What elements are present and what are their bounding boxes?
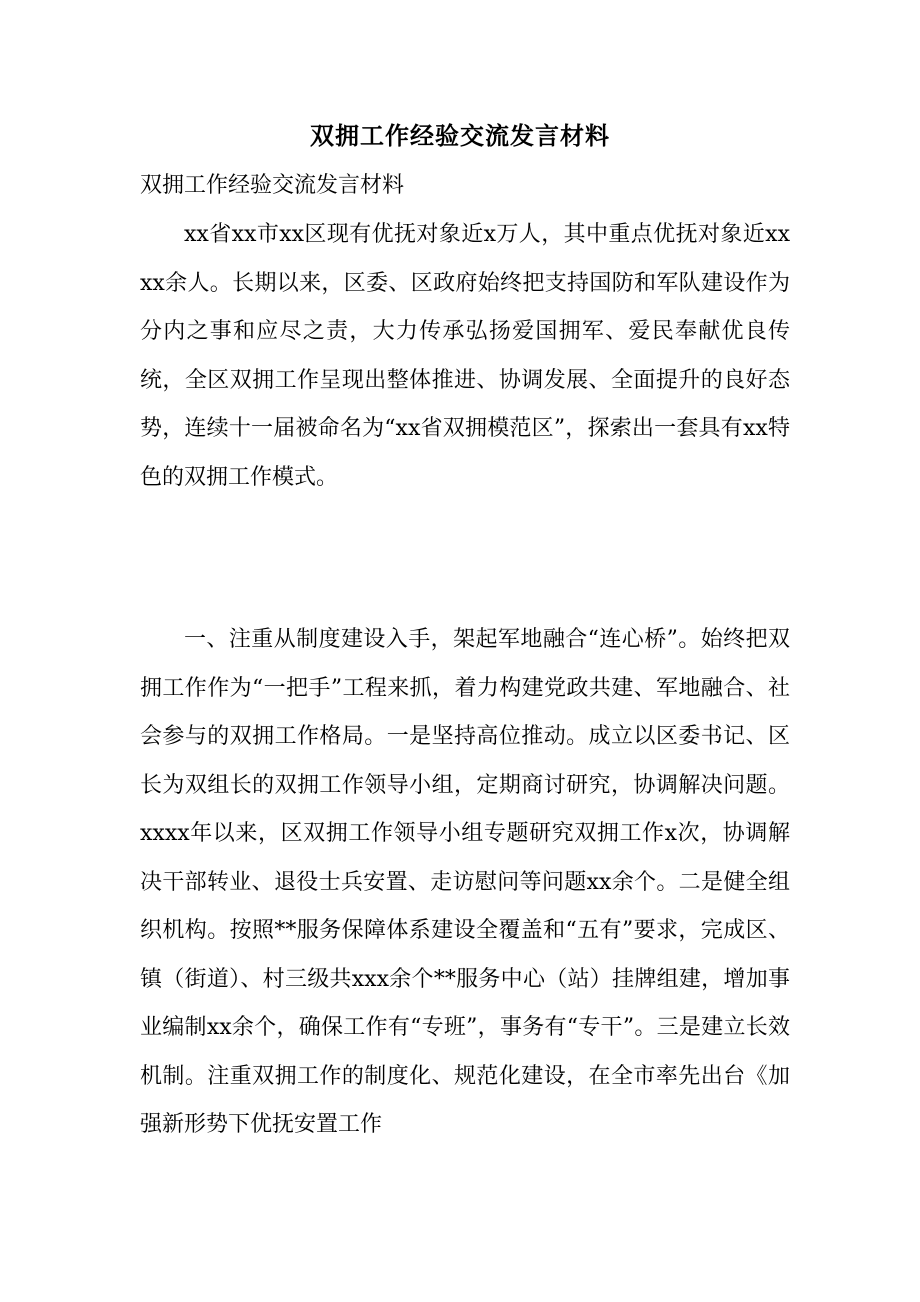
document-subtitle: 双拥工作经验交流发言材料	[140, 173, 405, 198]
document-title: 双拥工作经验交流发言材料	[310, 121, 610, 150]
paragraph-intro: xx省xx市xx区现有优抚对象近x万人，其中重点优抚对象近xxxx余人。长期以来，区委、区政府始终把支持国防和军队建设作为分内之事和应尽之责，大力传承弘扬爱国拥军、爱民奉献优良传统，全区双拥工作呈现出整体推进、协调发展、全面提升的良好态势，连续十一届被命名为“xx省双拥模范区”，探索出一套具有xx特色的双拥工作模式。	[140, 222, 790, 490]
paragraph-section-1: 一、注重从制度建设入手，架起军地融合“连心桥”。始终把双拥工作作为“一把手”工程来抓，着力构建党政共建、军地融合、社会参与的双拥工作格局。一是坚持高位推动。成立以区委书记、区长为双组长的双拥工作领导小组，定期商讨研究，协调解决问题。xxxx年以来，区双拥工作领导小组专题研究双拥工作x次，协调解决干部转业、退役士兵安置、走访慰问等问题xx余个。二是健全组织机构。按照**服务保障体系建设全覆盖和“五有”要求，完成区、镇（街道）、村三级共xxx余个**服务中心（站）挂牌组建，增加事业编制xx余个，确保工作有“专班”，事务有“专干”。三是建立长效机制。注重双拥工作的制度化、规范化建设，在全市率先出台《加强新形势下优抚安置工作	[140, 627, 790, 1137]
